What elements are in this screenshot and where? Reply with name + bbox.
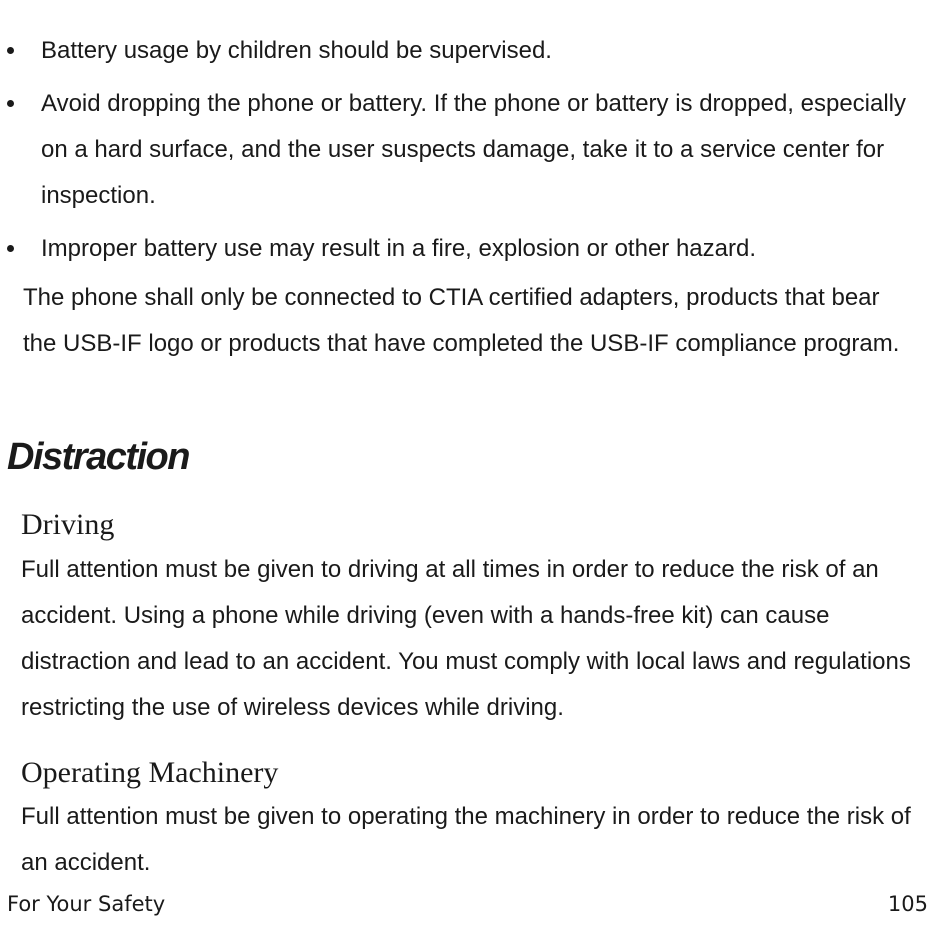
bullet-dot-icon — [7, 47, 14, 54]
bullet-text: Battery usage by children should be supervised. — [41, 37, 552, 64]
bullet-dot-icon — [7, 245, 14, 252]
driving-paragraph: Full attention must be given to driving at all times in order to reduce the risk of an accident. Using a phone while driving (even with a hands-free kit) can cause distraction and lead to an accident. You must comply with local laws and regulations restricting the use of wireless devices while driving. — [21, 556, 911, 721]
bullet-item-dropping — [0, 81, 930, 219]
bullet-text: Avoid dropping the phone or battery. If the phone or battery is dropped, especially on a hard surface, and the user suspects damage, take it to a service center for inspection. — [41, 90, 907, 209]
machinery-paragraph: Full attention must be given to operating the machinery in order to reduce the risk of an accident. — [21, 803, 911, 876]
bullet-text: Improper battery use may result in a fire, explosion or other hazard. — [41, 235, 757, 262]
section-title: Distraction — [7, 436, 189, 478]
bullet-dot-icon — [7, 100, 14, 107]
machinery-heading: Operating Machinery — [21, 756, 279, 789]
safety-bullet-list — [0, 28, 930, 279]
footer-section-name: For Your Safety — [7, 892, 166, 916]
usb-compliance-paragraph: The phone shall only be connected to CTIA certified adapters, products that bear the USB-IF logo or products that have completed the USB-IF compliance program. — [23, 284, 900, 357]
driving-heading: Driving — [21, 508, 115, 541]
bullet-item-children — [0, 28, 930, 74]
page-number: 105 — [887, 892, 928, 916]
bullet-item-hazard — [0, 226, 930, 272]
